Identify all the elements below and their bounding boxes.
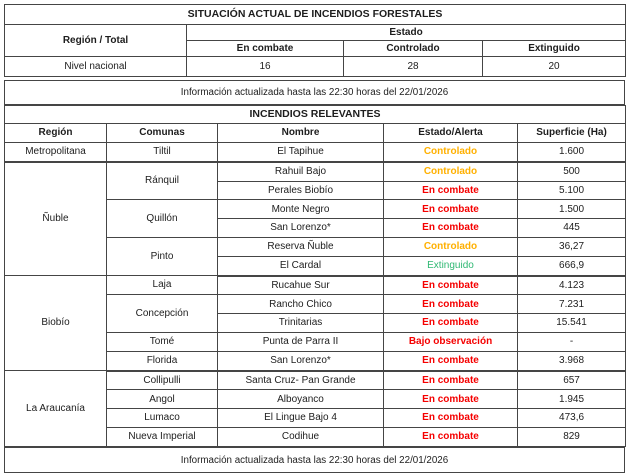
superficie-cell: 3.968 [518, 351, 626, 370]
superficie-cell: 1.600 [518, 143, 626, 162]
update-notice-top-text: Información actualizada hasta las 22:30 horas del 22/01/2026 [180, 87, 449, 98]
estado-cell: En combate [384, 409, 518, 428]
comuna-cell: Ránquil [107, 162, 218, 200]
incendios-title-row [5, 106, 626, 124]
superficie-cell: 473,6 [518, 409, 626, 428]
comuna-cell: Angol [107, 390, 218, 409]
header-estado: Estado/Alerta [384, 124, 518, 143]
national-extinguido-value: 20 [483, 57, 626, 77]
nombre-cell: Punta de Parra II [218, 332, 384, 351]
summary-title: SITUACIÓN ACTUAL DE INCENDIOS FORESTALES [5, 5, 626, 25]
estado-cell: Controlado [384, 237, 518, 256]
estado-cell: Controlado [384, 143, 518, 162]
incendios-table-block [4, 105, 625, 447]
incendios-table [4, 105, 626, 447]
estado-cell: En combate [384, 390, 518, 409]
nombre-cell: Codihue [218, 427, 384, 446]
header-superficie: Superficie (Ha) [518, 124, 626, 143]
region-cell: Metropolitana [5, 143, 107, 162]
region-cell: La Araucanía [5, 371, 107, 447]
estado-cell: En combate [384, 427, 518, 446]
superficie-cell: 500 [518, 162, 626, 181]
comuna-cell: Concepción [107, 295, 218, 333]
incendios-header-row [5, 124, 626, 143]
summary-title-row [5, 5, 626, 25]
nombre-cell: El Tapihue [218, 143, 384, 162]
region-cell: Ñuble [5, 162, 107, 276]
estado-cell: Extinguido [384, 256, 518, 275]
incendio-row [5, 162, 626, 181]
nombre-cell: Alboyanco [218, 390, 384, 409]
estado-header: Estado [187, 25, 626, 41]
superficie-cell: 445 [518, 219, 626, 238]
superficie-cell: 666,9 [518, 256, 626, 275]
superficie-cell: 829 [518, 427, 626, 446]
comuna-cell: Quillón [107, 200, 218, 238]
estado-cell: En combate [384, 371, 518, 390]
national-controlado-value: 28 [344, 57, 483, 77]
col-extinguido: Extinguido [483, 41, 626, 57]
nombre-cell: Trinitarias [218, 314, 384, 333]
comuna-cell: Tomé [107, 332, 218, 351]
estado-cell: En combate [384, 276, 518, 295]
superficie-cell: 1.945 [518, 390, 626, 409]
update-notice-bottom [4, 447, 625, 473]
incendio-row [5, 143, 626, 162]
superficie-cell: 1.500 [518, 200, 626, 219]
header-nombre: Nombre [218, 124, 384, 143]
incendio-row [5, 371, 626, 390]
comuna-cell: Florida [107, 351, 218, 370]
estado-cell: Controlado [384, 162, 518, 181]
nombre-cell: Santa Cruz- Pan Grande [218, 371, 384, 390]
update-notice-top [4, 80, 625, 105]
estado-cell: En combate [384, 200, 518, 219]
comuna-cell: Lumaco [107, 409, 218, 428]
estado-cell: En combate [384, 219, 518, 238]
nombre-cell: San Lorenzo* [218, 219, 384, 238]
superficie-cell: 7.231 [518, 295, 626, 314]
comuna-cell: Tiltil [107, 143, 218, 162]
national-level-label: Nivel nacional [5, 57, 187, 77]
nombre-cell: San Lorenzo* [218, 351, 384, 370]
nombre-cell: Rancho Chico [218, 295, 384, 314]
header-comunas: Comunas [107, 124, 218, 143]
nombre-cell: Perales Biobío [218, 181, 384, 200]
estado-cell: En combate [384, 314, 518, 333]
update-notice-bottom-text: Información actualizada hasta las 22:30 horas del 22/01/2026 [180, 454, 449, 466]
incendios-title: INCENDIOS RELEVANTES [5, 106, 626, 124]
comuna-cell: Nueva Imperial [107, 427, 218, 446]
estado-cell: En combate [384, 351, 518, 370]
national-en-combate-value: 16 [187, 57, 344, 77]
superficie-cell: - [518, 332, 626, 351]
summary-table-block [4, 4, 625, 77]
summary-table [4, 4, 626, 77]
incendios-table-body [5, 143, 626, 447]
incendio-row [5, 276, 626, 295]
nombre-cell: Rucahue Sur [218, 276, 384, 295]
nombre-cell: Reserva Ñuble [218, 237, 384, 256]
superficie-cell: 5.100 [518, 181, 626, 200]
comuna-cell: Pinto [107, 237, 218, 275]
col-controlado: Controlado [344, 41, 483, 57]
nombre-cell: El Cardal [218, 256, 384, 275]
comuna-cell: Collipulli [107, 371, 218, 390]
superficie-cell: 36,27 [518, 237, 626, 256]
superficie-cell: 657 [518, 371, 626, 390]
header-region: Región [5, 124, 107, 143]
region-total-header: Región / Total [5, 25, 187, 57]
nombre-cell: Monte Negro [218, 200, 384, 219]
national-level-row [5, 57, 626, 77]
region-cell: Biobío [5, 276, 107, 371]
summary-estado-row [5, 25, 626, 41]
estado-cell: En combate [384, 181, 518, 200]
superficie-cell: 4.123 [518, 276, 626, 295]
comuna-cell: Laja [107, 276, 218, 295]
nombre-cell: El Lingue Bajo 4 [218, 409, 384, 428]
nombre-cell: Rahuil Bajo [218, 162, 384, 181]
estado-cell: Bajo observación [384, 332, 518, 351]
col-en-combate: En combate [187, 41, 344, 57]
superficie-cell: 15.541 [518, 314, 626, 333]
estado-cell: En combate [384, 295, 518, 314]
